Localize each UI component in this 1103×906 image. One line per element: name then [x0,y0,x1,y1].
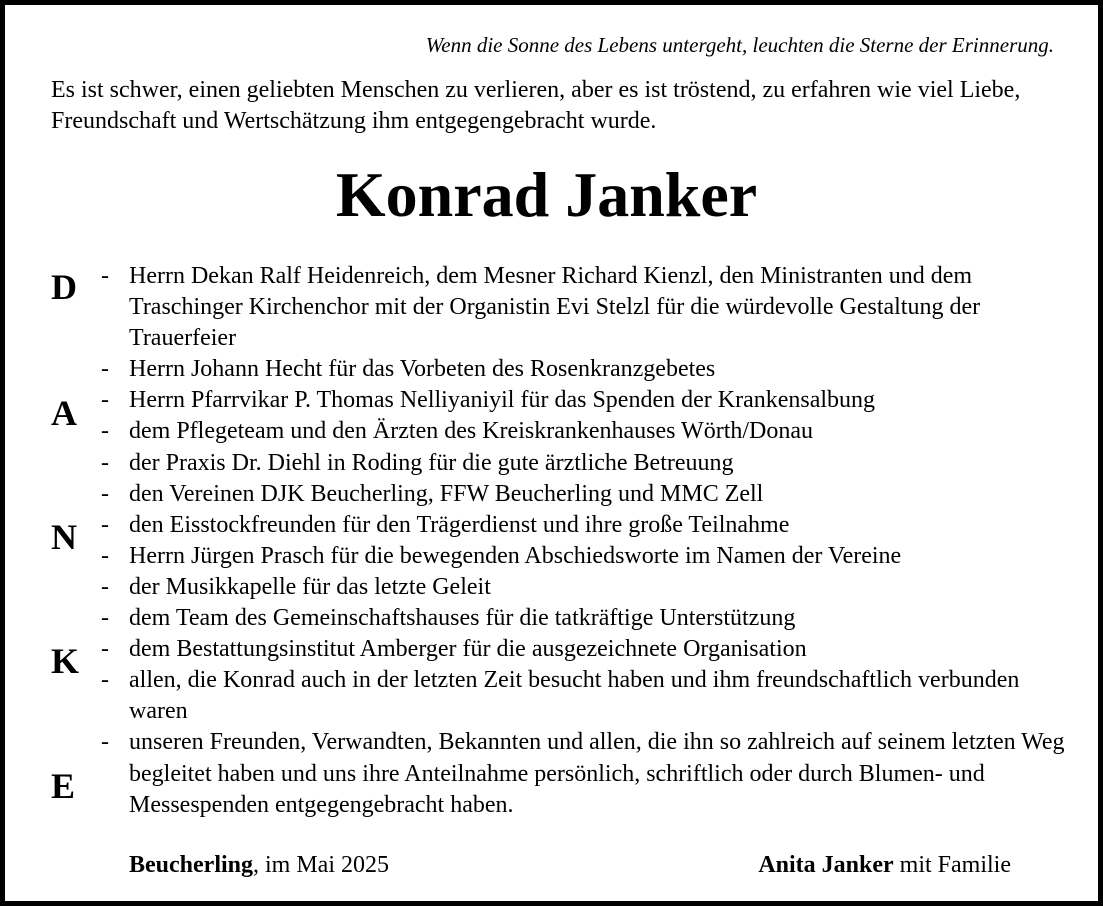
list-item [99,572,1079,603]
footer-place: Beucherling [129,852,253,878]
thanks-text: Herrn Jürgen Prasch für die bewegenden Abschiedsworte im Namen der Vereine [129,542,902,569]
footer-date: , im Mai 2025 [253,852,389,878]
list-dash: - [101,542,109,569]
list-item [99,665,1079,727]
thanks-text: dem Bestattungsinstitut Amberger für die ausgezeichnete Organisation [129,636,807,663]
footer-place-date [129,850,389,881]
thanks-text: allen, die Konrad auch in der letzten Zeit besucht haben und ihm freundschaftlich verbunden waren [129,667,1020,725]
footer-signer-suffix: mit Familie [893,852,1011,878]
list-item [99,603,1079,634]
thanks-text: der Praxis Dr. Diehl in Roding für die gute ärztliche Betreuung [129,449,734,476]
list-item [99,354,1079,385]
list-item [99,634,1079,665]
list-item [99,541,1079,572]
list-dash: - [101,449,109,476]
footer-signature [758,850,1011,881]
list-item [99,727,1079,820]
danke-letter-d: D [51,267,77,307]
motto: Wenn die Sonne des Lebens untergeht, leuchten die Sterne der Erinnerung. [425,33,1054,57]
list-dash: - [101,729,109,756]
list-dash: - [101,480,109,507]
list-dash: - [101,605,109,632]
list-item [99,479,1079,510]
list-item [99,416,1079,447]
list-dash: - [101,387,109,414]
danke-letter-n: N [51,517,77,557]
thanks-text: Herrn Dekan Ralf Heidenreich, dem Mesner Richard Kienzl, den Ministranten und dem Traschinger Kirchenchor mit der Organistin Evi Stelzl für die würdevolle Gestaltung der Trauerfeier [129,263,981,352]
list-dash: - [101,418,109,445]
thanks-text: den Vereinen DJK Beucherling, FFW Beucherling und MMC Zell [129,480,764,507]
thanks-text: Herrn Pfarrvikar P. Thomas Nelliyaniyil für das Spenden der Krankensalbung [129,387,876,414]
list-dash: - [101,356,109,383]
danke-letter-a: A [51,393,77,433]
thanks-list [99,261,1079,821]
list-item [99,448,1079,479]
intro-text: Es ist schwer, einen geliebten Menschen zu verlieren, aber es ist tröstend, zu erfahren wie viel Liebe, Freundschaft und Wertschätzung ihm entgegengebracht wurde. [51,77,1021,134]
danke-letter-e: E [51,766,76,806]
list-dash: - [101,511,109,538]
list-dash: - [101,263,109,289]
thanks-text: Herrn Johann Hecht für das Vorbeten des Rosenkranzgebetes [129,356,716,383]
thanks-text: unseren Freunden, Verwandten, Bekannten und allen, die ihn so zahlreich auf seinem letzten Weg begleitet haben und uns ihre Anteilnahme persönlich, schriftlich oder durch Blumen- und Messespenden entgegengebracht haben. [129,729,1065,818]
thanks-text: den Eisstockfreunden für den Trägerdienst und ihre große Teilnahme [129,511,790,538]
list-item [99,385,1079,416]
thanks-text: der Musikkapelle für das letzte Geleit [129,573,491,600]
thanks-text: dem Pflegeteam und den Ärzten des Kreiskrankenhauses Wörth/Donau [129,418,814,445]
list-dash: - [101,636,109,663]
list-item [99,261,1079,354]
list-dash: - [101,573,109,600]
list-item [99,510,1079,541]
deceased-name: Konrad Janker [335,159,758,230]
danke-letter-k: K [51,641,80,681]
list-dash: - [101,667,109,694]
footer-signer: Anita Janker [758,852,894,878]
thanks-text: dem Team des Gemeinschaftshauses für die tatkräftige Unterstützung [129,605,796,632]
